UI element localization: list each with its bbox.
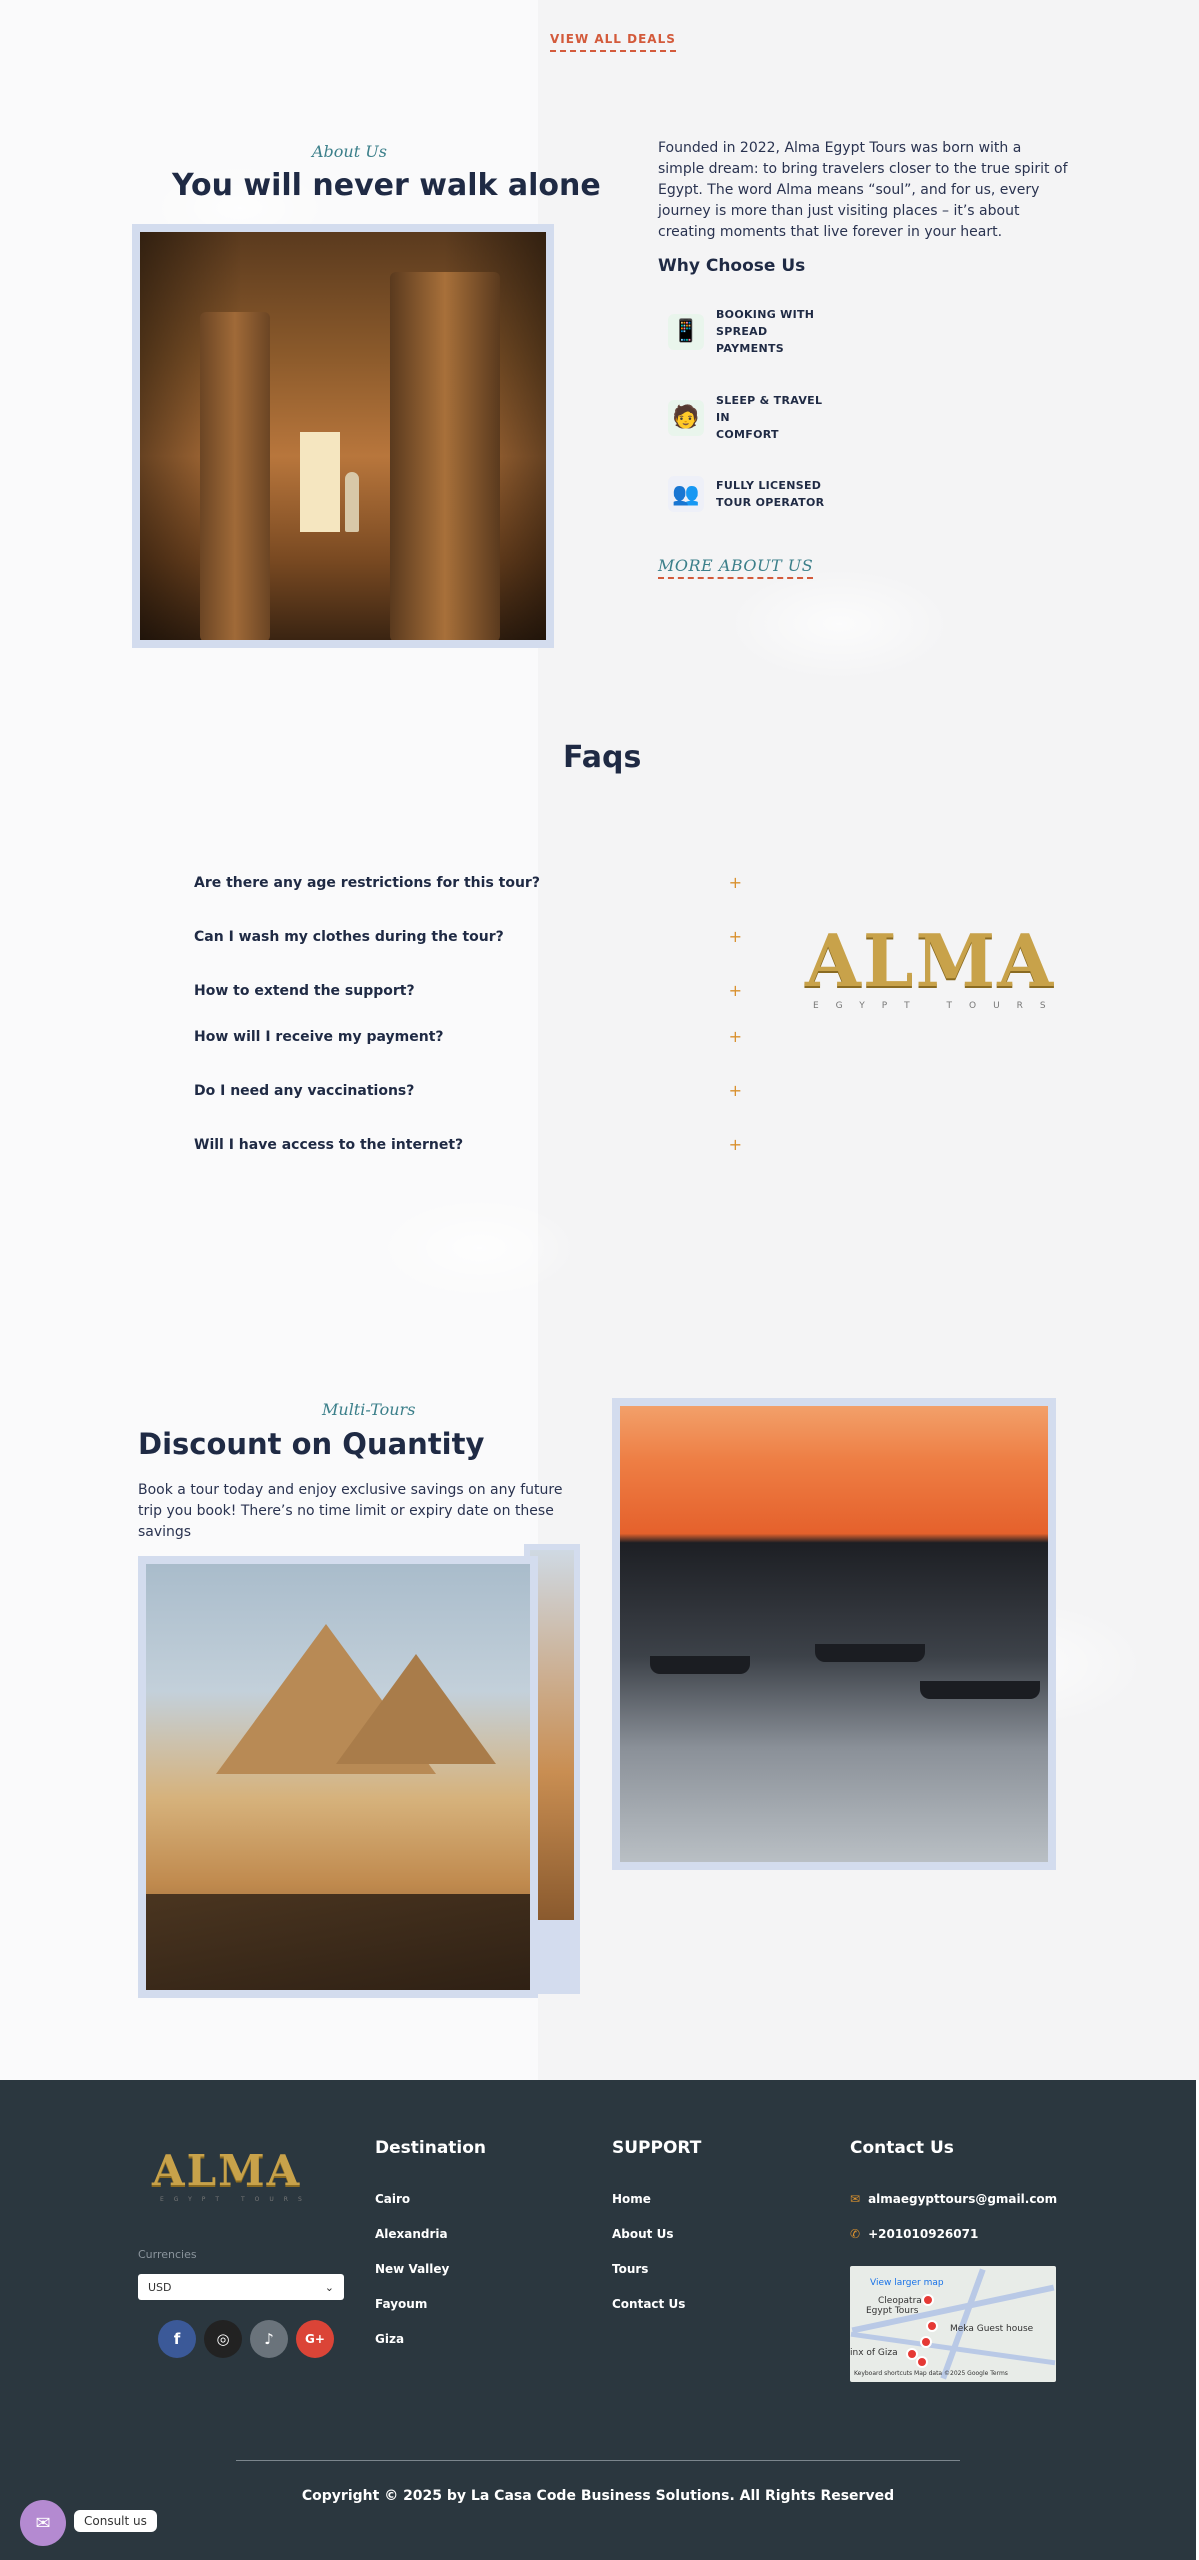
multi-tours-label: Multi-Tours (322, 1400, 416, 1419)
about-image-frame (132, 224, 554, 648)
view-larger-map-link[interactable]: View larger map (870, 2278, 944, 2288)
map-pin-icon (920, 2336, 932, 2348)
alma-logo-word: ALMA (805, 918, 1056, 1003)
alma-logo (805, 918, 1075, 1011)
about-title: You will never walk alone (172, 168, 601, 203)
currency-select[interactable]: USD ⌄ (138, 2274, 344, 2300)
tour-group-icon: 👥 (668, 476, 704, 512)
feature-spread-payments: 📱 BOOKING WITH SPREAD PAYMENTS (668, 306, 836, 357)
destination-link-alexandria[interactable]: Alexandria (375, 2227, 448, 2241)
contact-email[interactable]: ✉ almaegypttours@gmail.com (850, 2192, 1058, 2206)
temple-image (140, 232, 546, 640)
chevron-down-icon: ⌄ (324, 2280, 334, 2294)
about-text: Founded in 2022, Alma Egypt Tours was born with a simple dream: to bring travelers closer to the true spirit of Egypt. The word Alma means “soul”, and for us, every journey is more than just visiting places – it’s about creating moments that live forever in your heart. (658, 140, 1068, 240)
phone-payment-icon: 📱 (668, 314, 704, 350)
pyramids-image-frame (138, 1556, 538, 1998)
footer-divider (236, 2460, 960, 2461)
instagram-icon[interactable]: ◎ (204, 2320, 242, 2358)
location-map[interactable]: View larger map Cleopatra Egypt Tours Meka Guest house inx of Giza Keyboard shortcuts Map data ©2025 Google Terms (850, 2266, 1056, 2382)
facebook-icon[interactable]: f (158, 2320, 196, 2358)
discount-text: Book a tour today and enjoy exclusive savings on any future trip you book! There’s no time limit or expiry date on these savings (138, 1482, 563, 1540)
why-choose-title: Why Choose Us (658, 256, 806, 276)
footer-logo-word: ALMA (152, 2146, 302, 2195)
phone-icon: ✆ (850, 2227, 861, 2241)
more-about-link[interactable]: MORE ABOUT US (658, 556, 813, 579)
map-pin-icon (916, 2356, 928, 2368)
alma-logo-sub: EGYPT TOURS (813, 1001, 1063, 1011)
faq-item[interactable]: Will I have access to the internet? + (194, 1135, 742, 1154)
support-link-contact[interactable]: Contact Us (612, 2297, 686, 2311)
currencies-label: Currencies (138, 2248, 197, 2261)
faq-item[interactable]: Are there any age restrictions for this tour? + (194, 873, 742, 892)
map-pin-icon (922, 2294, 934, 2306)
faq-item[interactable]: Do I need any vaccinations? + (194, 1081, 742, 1100)
consult-us-label[interactable]: Consult us (74, 2510, 157, 2532)
support-link-home[interactable]: Home (612, 2192, 651, 2206)
chat-icon[interactable]: ✉ (20, 2500, 66, 2546)
social-links (158, 2320, 334, 2358)
destination-title: Destination (375, 2138, 487, 2158)
support-title: SUPPORT (612, 2138, 702, 2158)
plus-icon: + (728, 1081, 742, 1100)
faq-item[interactable]: How will I receive my payment? + (194, 1027, 742, 1046)
footer (0, 2080, 1196, 2560)
footer-logo[interactable] (152, 2146, 312, 2203)
discount-title: Discount on Quantity (138, 1427, 485, 1461)
destination-link-fayoum[interactable]: Fayoum (375, 2297, 428, 2311)
plus-icon: + (728, 1027, 742, 1046)
support-link-about[interactable]: About Us (612, 2227, 674, 2241)
map-pin-icon (926, 2320, 938, 2332)
tiktok-icon[interactable]: ♪ (250, 2320, 288, 2358)
copyright: Copyright © 2025 by La Casa Code Business Solutions. All Rights Reserved (301, 2488, 895, 2504)
faq-item[interactable]: How to extend the support? + (194, 981, 742, 1000)
plus-icon: + (728, 1135, 742, 1154)
faq-item[interactable]: Can I wash my clothes during the tour? + (194, 927, 742, 946)
nile-image-frame (612, 1398, 1056, 1870)
view-all-deals-link[interactable]: VIEW ALL DEALS (550, 32, 676, 52)
envelope-icon: ✉ (850, 2192, 861, 2206)
destination-link-new-valley[interactable]: New Valley (375, 2262, 450, 2276)
footer-logo-sub: EGYPT TOURS (160, 2196, 312, 2203)
plus-icon: + (728, 981, 742, 1000)
faqs-title: Faqs (563, 740, 642, 775)
google-plus-icon[interactable]: G+ (296, 2320, 334, 2358)
traveler-icon: 🧑 (668, 400, 704, 436)
pyramids-image (146, 1564, 530, 1990)
destination-link-giza[interactable]: Giza (375, 2332, 405, 2346)
support-link-tours[interactable]: Tours (612, 2262, 649, 2276)
about-label: About Us (312, 142, 387, 161)
plus-icon: + (728, 927, 742, 946)
plus-icon: + (728, 873, 742, 892)
nile-image (620, 1406, 1048, 1862)
feature-licensed: 👥 FULLY LICENSED TOUR OPERATOR (668, 476, 836, 512)
destination-link-cairo[interactable]: Cairo (375, 2192, 411, 2206)
contact-phone[interactable]: ✆ +201010926071 (850, 2227, 979, 2241)
contact-title: Contact Us (850, 2138, 954, 2158)
feature-comfort: 🧑 SLEEP & TRAVEL IN COMFORT (668, 392, 836, 443)
